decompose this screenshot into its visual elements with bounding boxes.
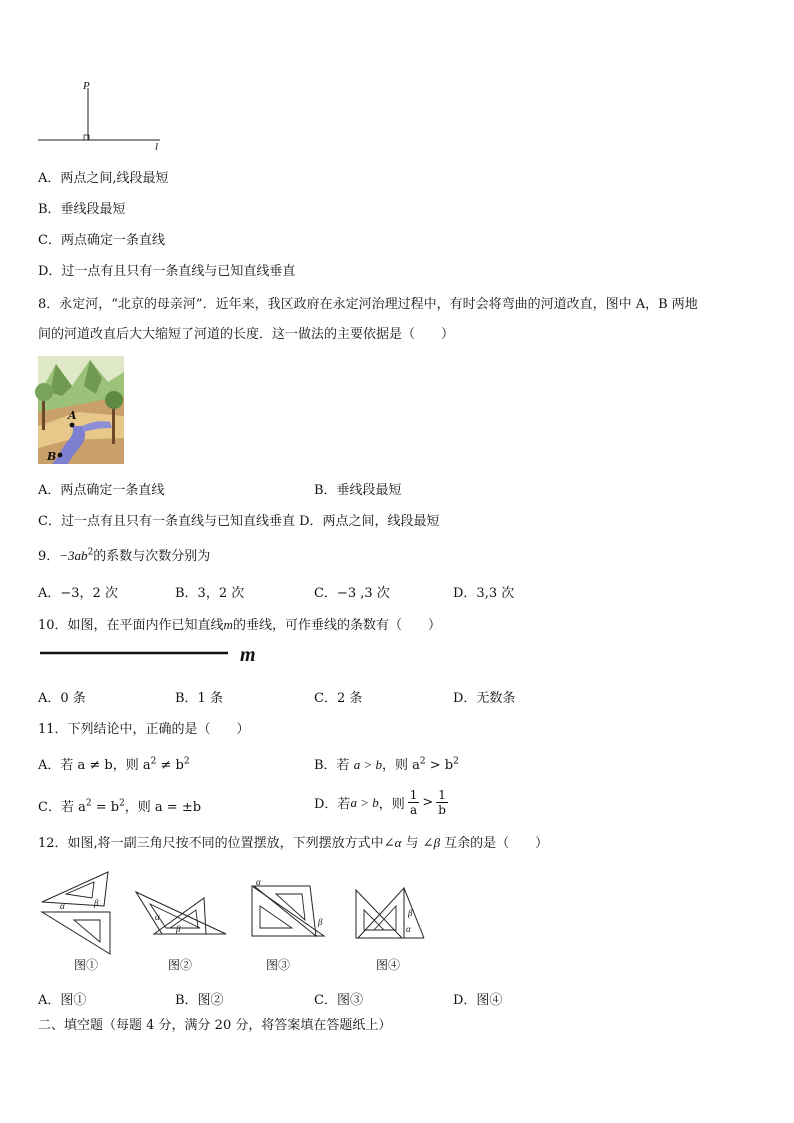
q11-c-sup1: 2 <box>85 798 92 809</box>
fraction-b-denominator: b <box>438 803 446 817</box>
fig1-caption: 图① <box>74 958 99 972</box>
q11-b-sup1: 2 <box>419 756 426 767</box>
q9-tail: 的系数与次数分别为 <box>93 549 211 564</box>
q9-option-c: C．−3 ,3 次 <box>314 586 390 601</box>
q12-angle-alpha: ∠α <box>383 835 402 850</box>
q8-stem-line1: 8．永定河，“北京的母亲河”．近年来，我区政府在永定河治理过程中，有时会将弯曲的河道改直，图中 A，B 两地 <box>38 297 698 312</box>
q9-option-d: D．3,3 次 <box>453 586 515 601</box>
q9-option-b: B．3，2 次 <box>175 586 245 601</box>
fig4-alpha: α <box>406 924 411 934</box>
q11-d-text2: ，则 <box>378 797 405 812</box>
fig3-caption: 图③ <box>266 958 291 972</box>
q10-option-c: C．2 条 <box>314 691 363 706</box>
line-l-label: l <box>155 141 159 153</box>
q11-b-ineq: a > b <box>353 757 382 772</box>
q11-b-sup2: 2 <box>453 756 459 767</box>
q11-option-d <box>314 788 451 817</box>
q11-a-text2: ≠ b <box>156 758 184 773</box>
fraction-b-numerator: 1 <box>438 788 446 802</box>
q11-b-text3: > b <box>425 758 454 773</box>
q12-with: 与 <box>401 836 423 851</box>
q11-a-text1: A．若 a ≠ b，则 a <box>38 758 151 773</box>
q12-stem <box>38 832 548 851</box>
q10-option-b: B．1 条 <box>175 691 223 706</box>
q11-option-a <box>38 754 190 773</box>
triangle-figure-4 <box>352 884 426 940</box>
point-p-label: P <box>83 80 90 92</box>
q11-d-ineq: a > b <box>350 794 379 810</box>
q9-expression: −3ab <box>59 548 88 563</box>
q10-stem-part2: 的垂线，可作垂线的条数有（ ） <box>232 618 441 633</box>
fraction-1-over-a <box>408 788 420 817</box>
q12-option-c: C．图③ <box>314 993 363 1008</box>
fig4-caption: 图④ <box>376 958 401 972</box>
triangle-figure-2 <box>134 888 230 938</box>
q12-option-b: B．图② <box>175 993 224 1008</box>
q7-option-a: A．两点之间,线段最短 <box>38 171 169 186</box>
q11-b-text2: ，则 a <box>381 758 420 773</box>
q9-stem <box>38 545 210 564</box>
fraction-a-numerator: 1 <box>409 788 418 802</box>
q7-option-c: C．两点确定一条直线 <box>38 233 165 248</box>
q10-option-a: A．0 条 <box>38 691 86 706</box>
line-m-figure <box>38 650 238 656</box>
q11-b-text1: B．若 <box>314 758 354 773</box>
q12-option-a: A．图① <box>38 993 87 1008</box>
q10-stem-part1: 10．如图，在平面内作已知直线 <box>38 618 224 633</box>
q11-d-text1: D．若 <box>314 797 351 812</box>
q8-option-a: A．两点确定一条直线 <box>38 483 165 498</box>
fig3-beta: β <box>318 917 323 927</box>
q12-stem-part1: 12．如图,将一副三角尺按不同的位置摆放，下列摆放方式中 <box>38 836 384 851</box>
river-point-b: B <box>47 450 57 463</box>
q9-exponent: 2 <box>87 547 94 558</box>
fraction-a-denominator: a <box>409 803 418 817</box>
fig4-beta: β <box>408 908 413 918</box>
q9-number: 9． <box>38 549 60 564</box>
section-2-heading: 二、填空题（每题 4 分，满分 20 分，将答案填在答题纸上） <box>38 1018 392 1033</box>
river-point-a: A <box>68 409 77 422</box>
q11-c-text3: ，则 a = ±b <box>124 800 202 815</box>
q9-option-a: A．−3，2 次 <box>38 586 118 601</box>
q12-angle-beta: ∠β <box>422 835 441 850</box>
fig2-alpha: α <box>155 912 160 922</box>
q10-option-d: D．无数条 <box>453 691 516 706</box>
q11-a-sup1: 2 <box>150 756 157 767</box>
q7-option-d: D．过一点有且只有一条直线与已知直线垂直 <box>38 264 296 279</box>
q8-stem-line2: 间的河道改直后大大缩短了河道的长度．这一做法的主要依据是（ ） <box>38 327 455 342</box>
q7-option-b: B．垂线段最短 <box>38 202 126 217</box>
q12-option-d: D．图④ <box>453 993 503 1008</box>
perpendicular-figure <box>30 78 170 153</box>
fig1-beta: β <box>94 898 99 908</box>
q11-c-text1: C．若 a <box>38 800 86 815</box>
q10-stem <box>38 614 441 633</box>
q11-stem: 11．下列结论中，正确的是（ ） <box>38 722 250 737</box>
q11-option-c <box>38 796 201 815</box>
triangle-figure-3 <box>250 882 326 938</box>
q12-stem-part2: 互余的是（ ） <box>440 836 549 851</box>
fig3-alpha: α <box>256 877 261 887</box>
greater-than: > <box>422 795 434 810</box>
q8-option-b: B．垂线段最短 <box>314 483 402 498</box>
q10-m: m <box>223 617 233 632</box>
q11-option-b <box>314 754 459 773</box>
fraction-1-over-b <box>436 788 448 817</box>
q11-c-text2: = b <box>91 800 120 815</box>
q11-c-sup2: 2 <box>119 798 125 809</box>
triangle-figure-1 <box>38 868 118 956</box>
fig1-alpha: α <box>60 901 65 911</box>
river-illustration <box>38 356 124 464</box>
line-m-label: m <box>240 644 256 666</box>
q8-option-cd: C．过一点有且只有一条直线与已知直线垂直 D．两点之间，线段最短 <box>38 514 440 529</box>
q11-a-sup2: 2 <box>183 756 190 767</box>
fig2-beta: β <box>176 924 181 934</box>
fig2-caption: 图② <box>168 958 193 972</box>
